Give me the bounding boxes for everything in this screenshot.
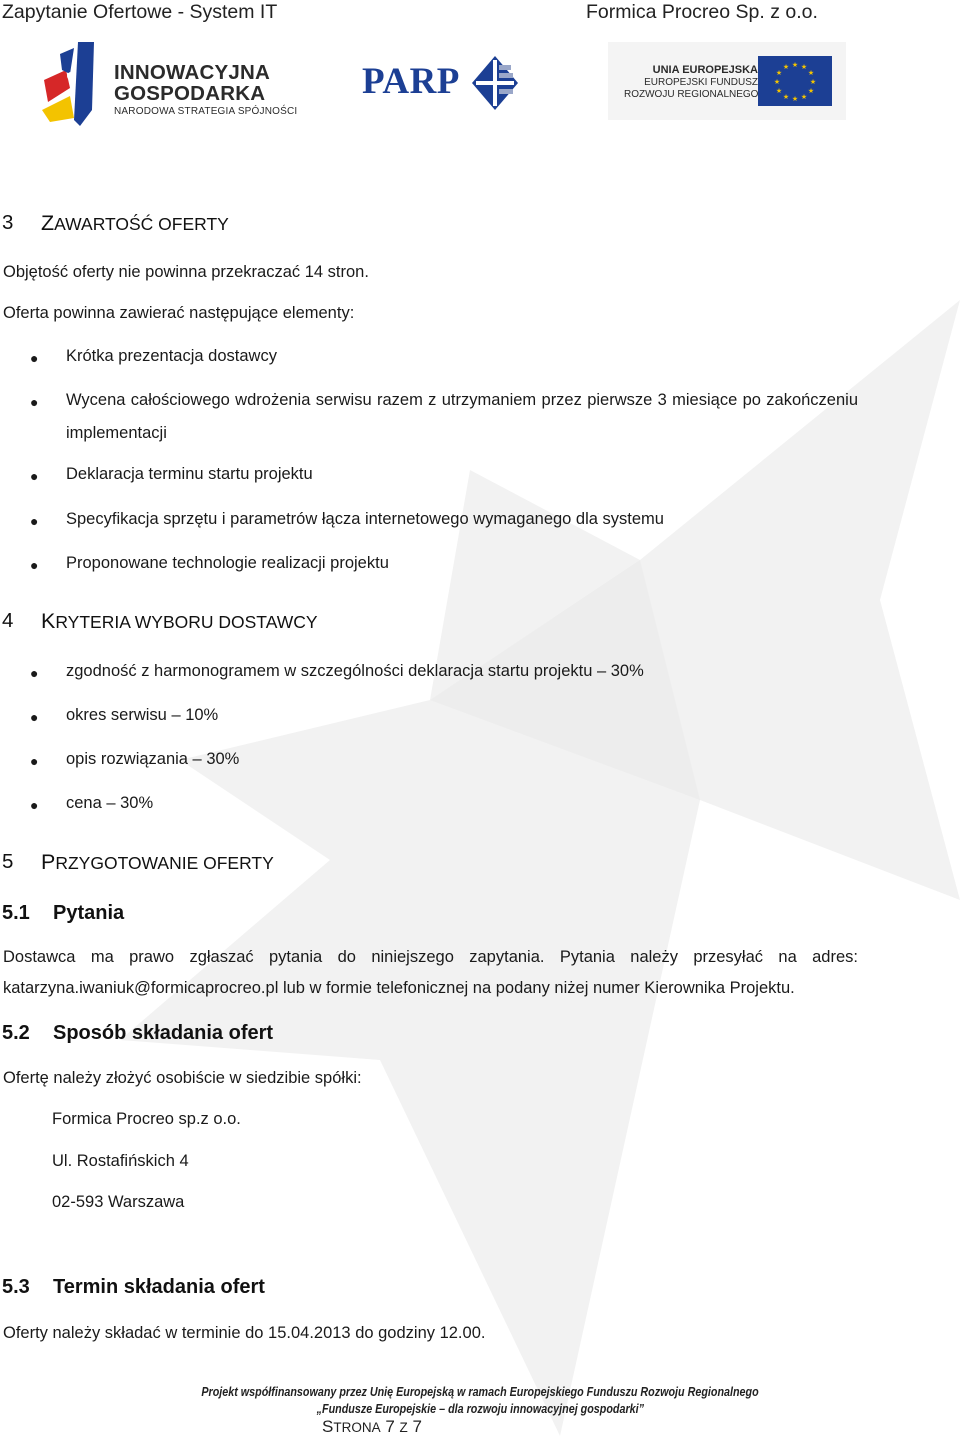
subsection-title: Termin składania ofert bbox=[53, 1276, 265, 1298]
heading-initial: P bbox=[41, 850, 56, 874]
footer-programme: „Fundusze Europejskie – dla rozwoju innowacyjnej gospodarki” bbox=[316, 1402, 644, 1416]
svg-text:★: ★ bbox=[782, 63, 790, 71]
parp-emblem-icon bbox=[472, 56, 518, 110]
address-city: 02-593 Warszawa bbox=[52, 1193, 185, 1211]
questions-paragraph: Dostawca ma prawo zgłaszać pytania do niniejszego zapytania. Pytania należy przesyłać na adres: katarzyna.iwaniuk@formicaprocreo.pl lub w formie telefonicznej na podany niżej numer Kierownika Projektu. bbox=[3, 948, 858, 997]
parp-wordmark: PARP bbox=[362, 61, 460, 102]
innowacyjna-gospodarka-logo bbox=[40, 40, 310, 128]
eu-flag-icon bbox=[758, 56, 832, 106]
eu-logo bbox=[608, 42, 846, 120]
bullet-icon: ● bbox=[30, 753, 39, 769]
section-number: 4 bbox=[2, 609, 14, 632]
subsection-title: Sposób składania ofert bbox=[53, 1022, 274, 1044]
bullet-icon: ● bbox=[30, 797, 39, 813]
logo-subtitle: NARODOWA STRATEGIA SPÓJNOŚCI bbox=[114, 106, 298, 117]
page-number: STRONA 7 Z 7 bbox=[322, 1417, 422, 1436]
bullet-icon: ● bbox=[30, 350, 39, 366]
eu-fund-label: EUROPEJSKI FUNDUSZ bbox=[644, 76, 758, 88]
svg-text:★: ★ bbox=[775, 87, 783, 95]
bullet-icon: ● bbox=[30, 709, 39, 725]
heading-rest: AWARTOŚĆ OFERTY bbox=[54, 214, 229, 234]
subsection-number: 5.3 bbox=[2, 1276, 30, 1298]
total-pages: 7 bbox=[412, 1417, 422, 1436]
section-number: 3 bbox=[2, 211, 14, 234]
running-header-title: Zapytanie Ofertowe - System IT bbox=[2, 1, 278, 23]
heading-rest: RZYGOTOWANIE OFERTY bbox=[55, 853, 274, 873]
deadline-text: Oferty należy składać w terminie do 15.04.2013 do godziny 12.00. bbox=[3, 1324, 486, 1342]
eu-regional-label: ROZWOJU REGIONALNEGO bbox=[624, 89, 759, 100]
bullet-icon: ● bbox=[30, 513, 39, 529]
section-number: 5 bbox=[2, 850, 14, 873]
svg-text:★: ★ bbox=[800, 93, 808, 101]
bullet-icon: ● bbox=[30, 557, 39, 573]
logo-line-1: INNOWACYJNA bbox=[114, 61, 270, 84]
bullet-icon: ● bbox=[30, 468, 39, 484]
running-header-company: Formica Procreo Sp. z o.o. bbox=[586, 1, 818, 23]
offer-elements-intro: Oferta powinna zawierać następujące elementy: bbox=[3, 304, 355, 322]
svg-text:★: ★ bbox=[800, 63, 808, 71]
svg-text:★: ★ bbox=[773, 78, 781, 86]
bullet-icon: ● bbox=[30, 394, 39, 410]
heading-initial: K bbox=[41, 609, 56, 633]
footer-cofinancing: Projekt współfinansowany przez Unię Europejską w ramach Europejskiego Funduszu Rozwoju Regionalnego bbox=[201, 1385, 759, 1399]
svg-text:★: ★ bbox=[807, 69, 815, 77]
subsection-title: Pytania bbox=[53, 902, 125, 924]
svg-text:★: ★ bbox=[782, 93, 790, 101]
eu-union-label: UNIA EUROPEJSKA bbox=[652, 64, 758, 76]
heading-initial: Z bbox=[41, 211, 55, 235]
address-company: Formica Procreo sp.z o.o. bbox=[52, 1110, 241, 1128]
offer-length-note: Objętość oferty nie powinna przekraczać 14 stron. bbox=[3, 263, 369, 281]
svg-text:★: ★ bbox=[791, 95, 799, 103]
logo-line-2: GOSPODARKA bbox=[114, 82, 266, 105]
subsection-number: 5.1 bbox=[2, 902, 30, 924]
svg-text:★: ★ bbox=[775, 69, 783, 77]
current-page: 7 bbox=[385, 1417, 395, 1436]
subsection-number: 5.2 bbox=[2, 1022, 30, 1044]
svg-text:★: ★ bbox=[809, 78, 817, 86]
parp-logo bbox=[360, 52, 520, 114]
submission-instructions: Ofertę należy złożyć osobiście w siedzibie spółki: bbox=[3, 1069, 362, 1087]
svg-text:★: ★ bbox=[807, 87, 815, 95]
innovative-economy-star-icon bbox=[40, 40, 110, 128]
heading-rest: RYTERIA WYBORU DOSTAWCY bbox=[55, 612, 318, 632]
svg-text:★: ★ bbox=[791, 61, 799, 69]
bullet-icon: ● bbox=[30, 665, 39, 681]
address-street: Ul. Rostafińskich 4 bbox=[52, 1152, 189, 1170]
